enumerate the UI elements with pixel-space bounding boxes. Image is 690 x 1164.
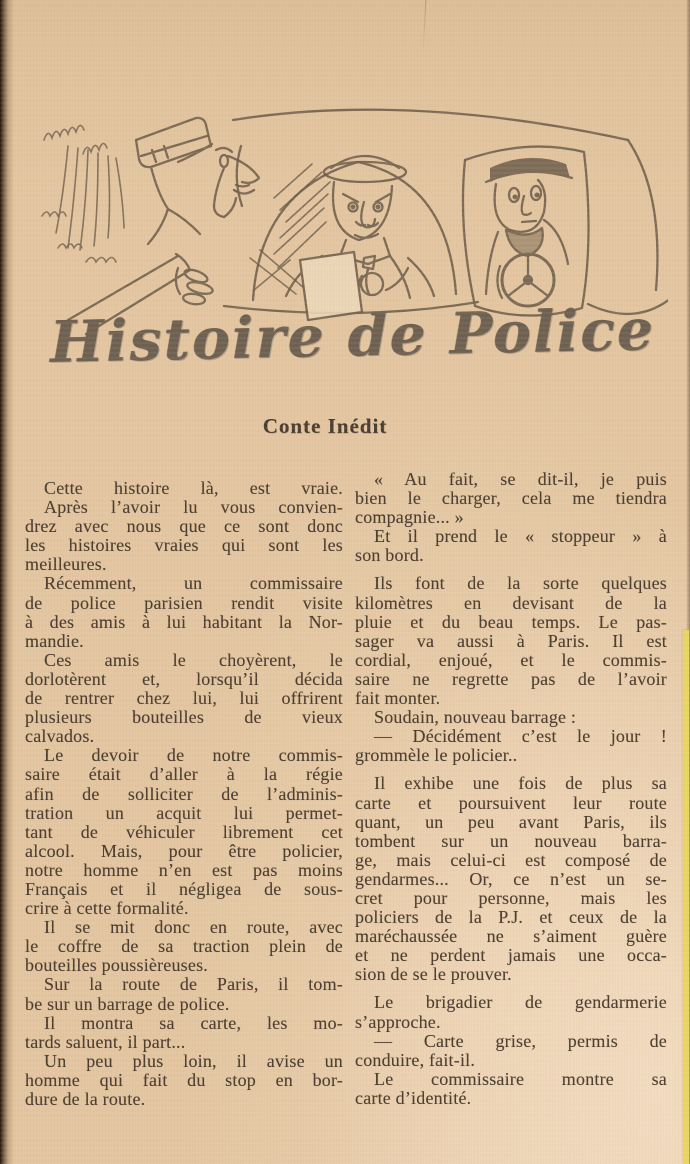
text-line: crire à cette formalité. (25, 898, 189, 919)
text-line: kilomètres en devisant de la (355, 592, 667, 613)
text-line: pluie et du beau temps. Le pas- (355, 611, 667, 632)
text-line: fait monter. (355, 688, 441, 709)
text-line: dure de la route. (25, 1089, 146, 1109)
text-line: Le commissaire montre sa (374, 1068, 667, 1089)
left-column (25, 470, 343, 1109)
text-line: tration un acquit lui permet- (25, 802, 343, 823)
text-line: Le devoir de notre commis- (44, 745, 343, 766)
text-line: meilleures. (25, 554, 107, 575)
text-line: Cette histoire là, est vraie. (44, 478, 343, 498)
paragraph (355, 574, 667, 708)
text-line: cordial, enjoué, et le commis- (355, 649, 667, 670)
text-line: dorlotèrent et, lorsqu’il décida (25, 668, 343, 689)
text-line: bouteilles poussièreuses. (25, 955, 208, 976)
book-gutter-shadow (0, 0, 14, 1164)
text-line: compagnie... » (355, 507, 464, 528)
text-line: les histoires vraies qui sont les (25, 535, 343, 556)
text-line: sager va aussi à Paris. Il est (355, 630, 667, 651)
paragraph (355, 708, 667, 727)
paragraph (355, 470, 667, 527)
tree-scribble (42, 125, 124, 262)
text-line: quant, un peu avant Paris, ils (355, 811, 667, 832)
text-line: sion de se le prouver. (355, 964, 512, 985)
paragraph (25, 498, 343, 574)
text-line: Il exhibe une fois de plus sa (374, 773, 667, 794)
text-line: Après l’avoir lu vous convien- (44, 497, 343, 518)
paper-crease (423, 0, 427, 52)
paragraph (25, 975, 343, 1013)
text-line: homme qui fait du stop en bor- (25, 1069, 343, 1090)
text-line: cret pour personne, mais les (355, 887, 667, 908)
paragraph (25, 651, 343, 746)
paragraph (355, 774, 667, 984)
text-line: plusieurs bouteilles de vieux (25, 707, 343, 728)
text-line: à des amis à lui habitant la Nor- (25, 611, 343, 632)
paragraph (25, 574, 343, 650)
gendarme-figure (68, 118, 259, 334)
text-line: saire était d’aller à la régie (25, 764, 343, 785)
text-line: Ils font de la sorte quelques (374, 573, 667, 594)
text-line: « Au fait, se dit-il, je puis (374, 469, 667, 489)
text-line: gendarmes... Or, ce n’est un se- (355, 868, 667, 889)
text-line: bien le charger, cela me tiendra (355, 488, 667, 509)
text-line: tombent sur un nouveau barra- (355, 830, 667, 851)
text-line: alcool. Mais, pour être policier, (25, 840, 343, 861)
text-line: Et il prend le « stoppeur » à (374, 526, 667, 547)
paragraph (355, 993, 667, 1031)
right-column (355, 470, 667, 1109)
text-line: mandie. (25, 630, 84, 651)
body-text (25, 470, 667, 1109)
text-line: s’approche. (355, 1011, 441, 1032)
paragraph (355, 527, 667, 565)
text-line: — Carte grise, permis de (374, 1030, 667, 1051)
text-line: conduire, fait-il. (355, 1049, 476, 1070)
paragraph (355, 1070, 667, 1108)
adjacent-page-yellow-edge (683, 630, 689, 1164)
text-line: de rentrer chez lui, lui offrirent (25, 688, 343, 709)
text-line: drez avec nous que ce sont donc (25, 516, 343, 537)
page-title: Histoire de Police (49, 296, 656, 376)
text-line: et ne perdent jamais une occa- (355, 945, 667, 966)
text-line: ge, mais celui-ci est composé de (355, 849, 667, 870)
text-line: de police parisien rendit visite (25, 592, 343, 613)
text-line: son bord. (355, 545, 424, 566)
text-line: Ces amis le choyèrent, le (44, 649, 343, 670)
paragraph (355, 727, 667, 765)
text-line: Un peu plus loin, il avise un (44, 1050, 343, 1071)
paragraph (25, 479, 343, 498)
paragraph (25, 1052, 343, 1109)
text-line: Français et il négligea de sous- (25, 878, 343, 899)
text-line: grommèle le policier.. (355, 745, 518, 766)
paragraph (25, 746, 343, 918)
text-line: Il se mit donc en route, avec (44, 917, 343, 938)
text-line: policiers de la P.J. et ceux de la (355, 907, 667, 928)
text-line: le coffre de sa traction plein de (25, 936, 343, 957)
text-line: Soudain, nouveau barrage : (374, 707, 577, 728)
text-line: carte d’identité. (355, 1087, 472, 1108)
paragraph (25, 918, 343, 975)
text-line: Récemment, un commissaire (44, 573, 343, 594)
text-line: maréchaussée ne s’aiment guère (355, 926, 667, 947)
text-line: notre homme n’en est pas moins (25, 859, 343, 880)
paragraph (25, 1014, 343, 1052)
text-line: be sur un barrage de police. (25, 993, 230, 1014)
text-line: — Décidément c’est le jour ! (374, 726, 667, 747)
text-line: carte et poursuivent leur route (355, 792, 667, 813)
text-line: calvados. (25, 726, 95, 747)
text-line: saire ne regrette pas de l’avoir (355, 668, 667, 689)
text-line: tards saluent, il part... (25, 1031, 186, 1052)
text-line: tant de véhiculer librement cet (25, 821, 343, 842)
paragraph (355, 1032, 667, 1070)
car-outline (224, 110, 668, 314)
text-line: Le brigadier de gendarmerie (374, 992, 667, 1013)
text-line: Il montra sa carte, les mo- (44, 1012, 343, 1033)
page-subtitle: Conte Inédit (262, 414, 388, 438)
text-line: Sur la route de Paris, il tom- (44, 974, 343, 995)
text-line: afin de solliciter de l’adminis- (25, 783, 343, 804)
passenger-figure (463, 147, 589, 316)
